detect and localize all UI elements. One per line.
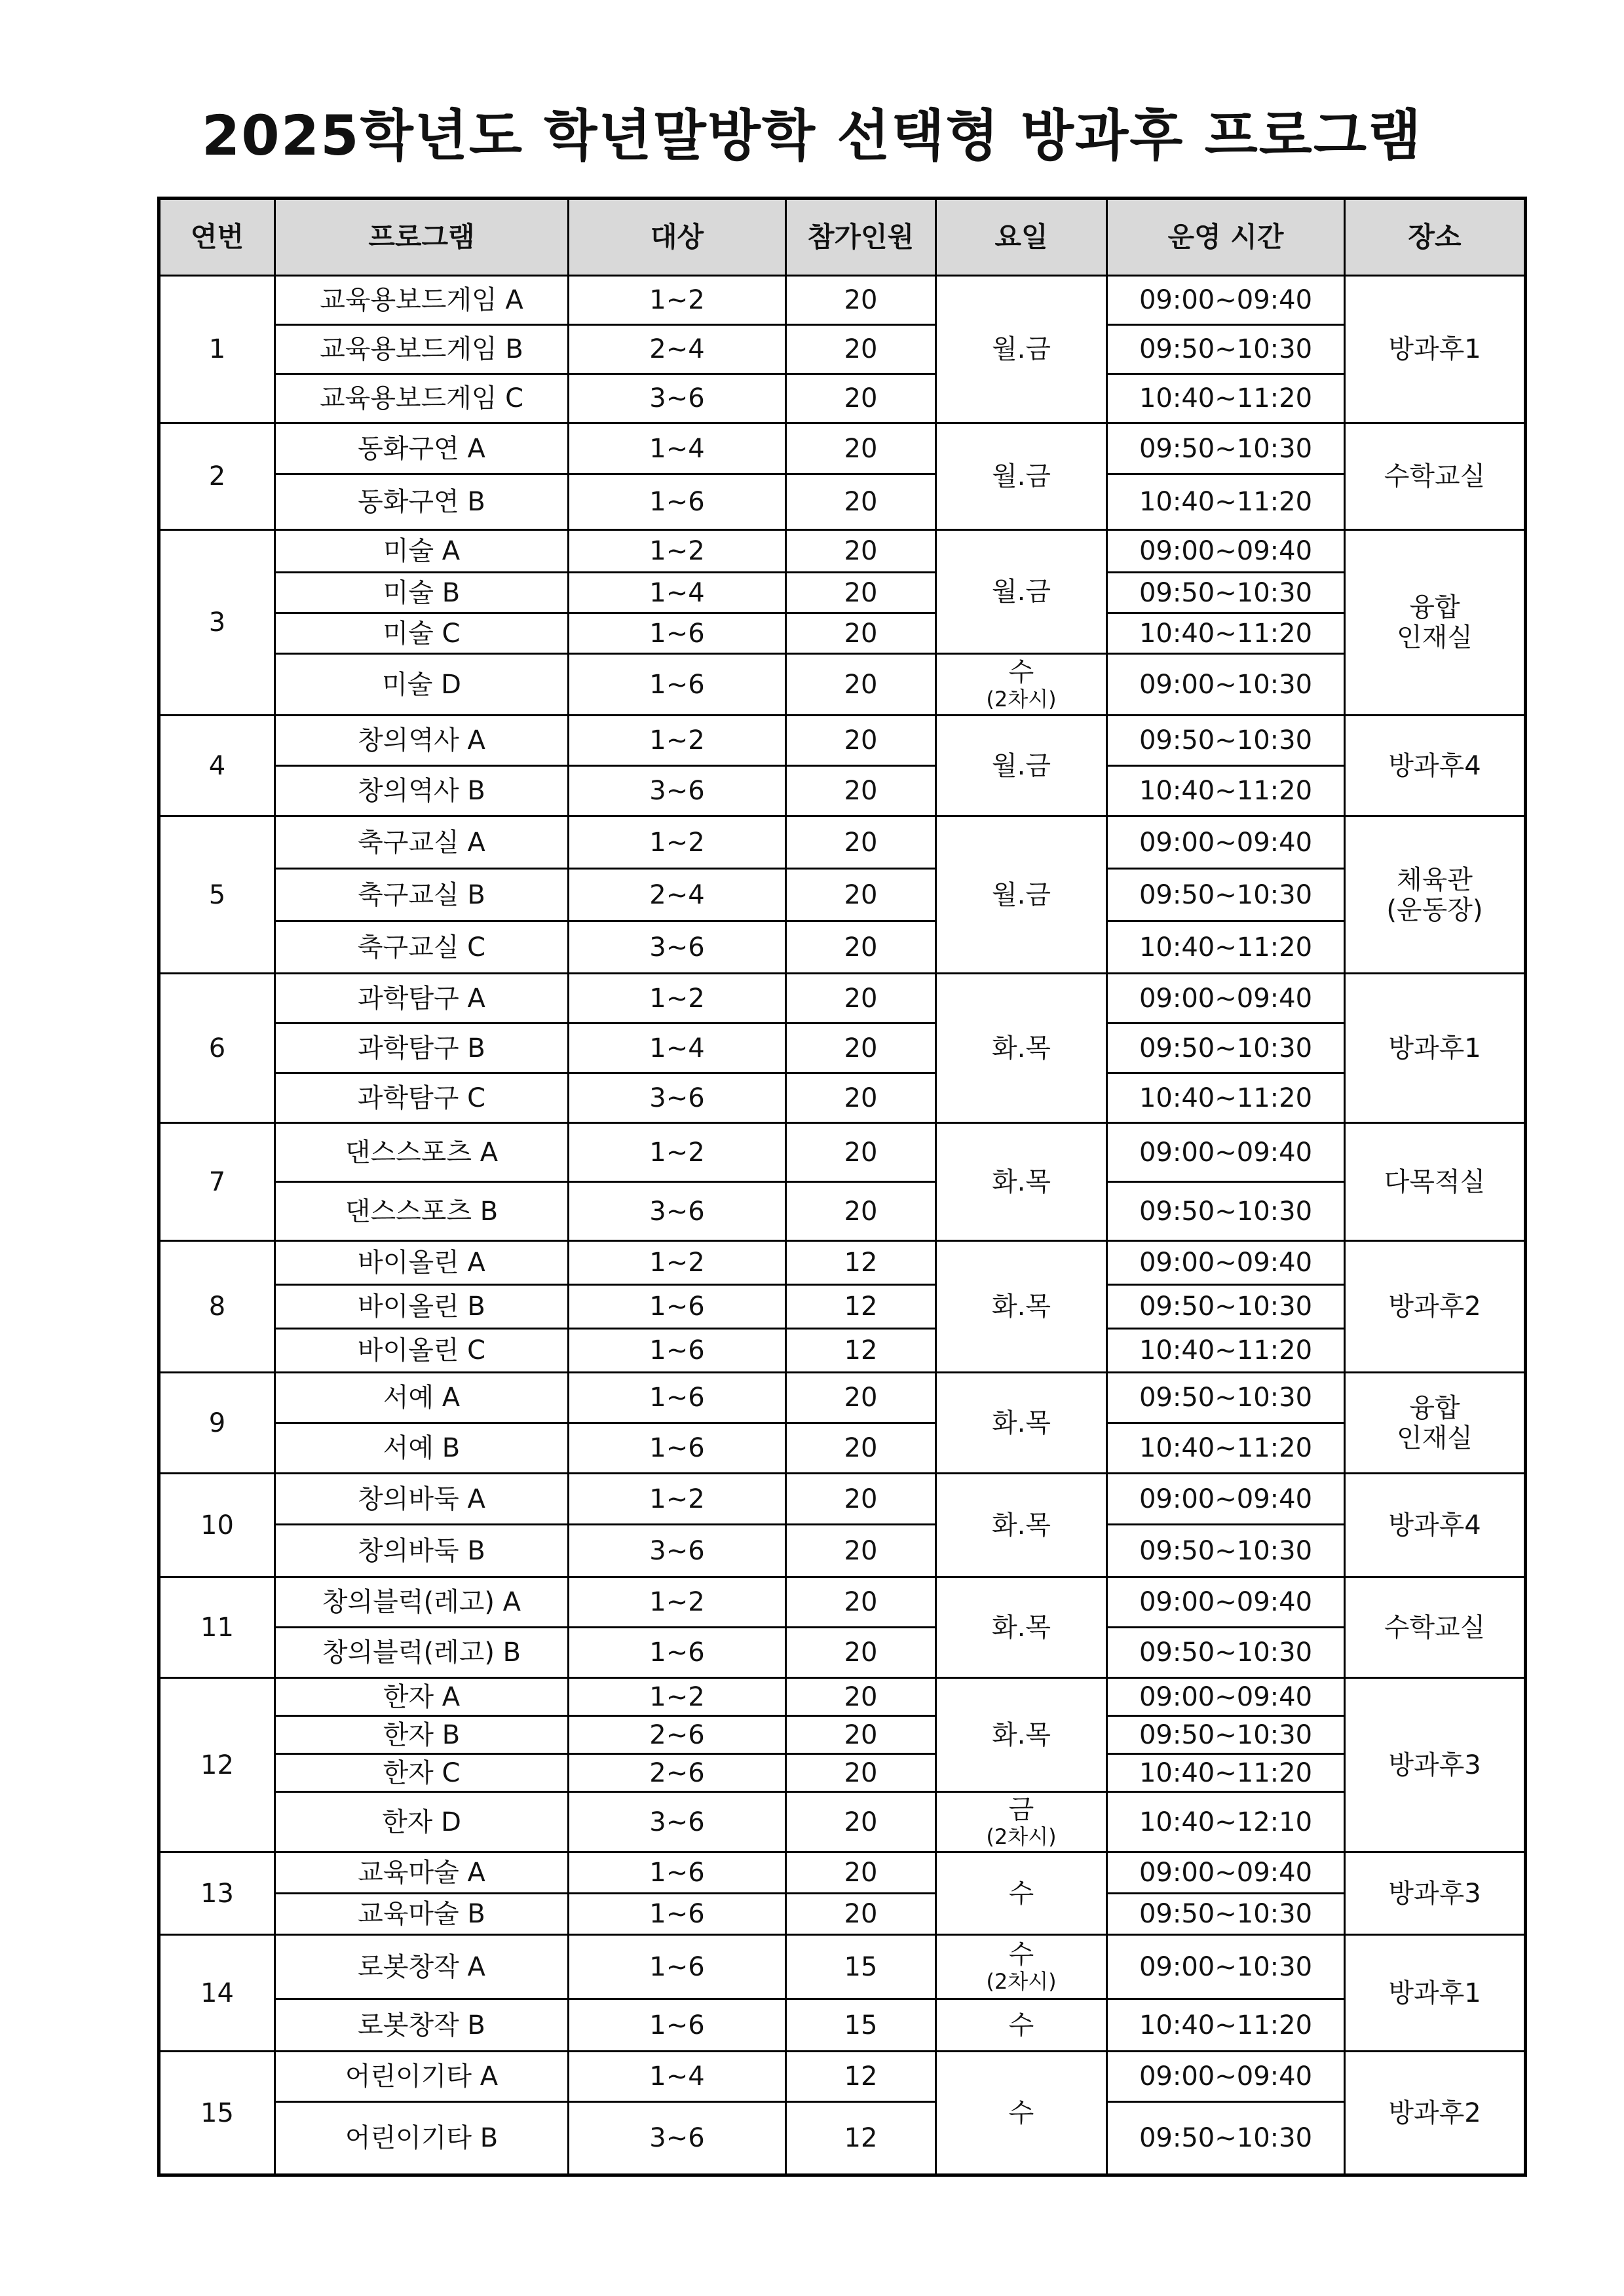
table-row: [159, 716, 1526, 766]
row-number: 14: [159, 1935, 275, 2052]
program-name: 바이올린 A: [275, 1241, 569, 1285]
program-name: 미술 C: [275, 613, 569, 654]
program-name: 과학탐구 A: [275, 974, 569, 1024]
target-grade: 3~6: [569, 2102, 786, 2175]
place-line: 체육관: [1397, 864, 1473, 895]
table-row: [159, 423, 1526, 474]
program-name: 창의역사 B: [275, 766, 569, 816]
participant-count: 20: [786, 1423, 936, 1474]
participant-count: 15: [786, 1999, 936, 2052]
row-number: 6: [159, 974, 275, 1123]
place: [1345, 816, 1526, 974]
program-name: 동화구연 A: [275, 423, 569, 474]
participant-count: 20: [786, 1754, 936, 1792]
table-row: [159, 1628, 1526, 1678]
program-name: 과학탐구 B: [275, 1024, 569, 1073]
day-of-week: 월.금: [936, 716, 1107, 816]
day-of-week: 수: [936, 1999, 1107, 2052]
program-name: 댄스스포츠 A: [275, 1123, 569, 1182]
run-time: 10:40~11:20: [1107, 1329, 1345, 1373]
table-row: [159, 1024, 1526, 1073]
place: 수학교실: [1345, 1577, 1526, 1678]
col-header-place: 장소: [1345, 199, 1526, 276]
table-row: [159, 325, 1526, 374]
participant-count: 20: [786, 474, 936, 530]
day-of-week: 월.금: [936, 816, 1107, 974]
run-time: 10:40~11:20: [1107, 1754, 1345, 1792]
row-number: 2: [159, 423, 275, 530]
target-grade: 3~6: [569, 1073, 786, 1123]
target-grade: 2~4: [569, 869, 786, 921]
participant-count: 20: [786, 1182, 936, 1241]
target-grade: 1~6: [569, 1423, 786, 1474]
table-row: [159, 974, 1526, 1024]
run-time: 09:00~09:40: [1107, 816, 1345, 869]
program-name: 로봇창작 A: [275, 1935, 569, 1999]
target-grade: 1~6: [569, 1329, 786, 1373]
run-time: 09:50~10:30: [1107, 1716, 1345, 1754]
program-name: 서예 B: [275, 1423, 569, 1474]
target-grade: 1~6: [569, 1999, 786, 2052]
day-label: 수: [1008, 657, 1034, 688]
table-row: [159, 1423, 1526, 1474]
run-time: 09:00~10:30: [1107, 654, 1345, 716]
target-grade: 1~6: [569, 1852, 786, 1894]
table-row: [159, 766, 1526, 816]
run-time: 10:40~11:20: [1107, 374, 1345, 423]
participant-count: 20: [786, 1474, 936, 1525]
run-time: 09:50~10:30: [1107, 573, 1345, 613]
participant-count: 20: [786, 1792, 936, 1852]
place-line: 융합: [1409, 592, 1460, 622]
target-grade: 1~2: [569, 530, 786, 573]
program-name: 창의역사 A: [275, 716, 569, 766]
run-time: 09:00~09:40: [1107, 1852, 1345, 1894]
run-time: 09:50~10:30: [1107, 1628, 1345, 1678]
table-row: [159, 1852, 1526, 1894]
run-time: 09:00~09:40: [1107, 1678, 1345, 1716]
place: 방과후1: [1345, 1935, 1526, 2052]
table-row: [159, 276, 1526, 325]
row-number: 7: [159, 1123, 275, 1241]
schedule-table: [157, 197, 1527, 2177]
place-line: 인재실: [1397, 622, 1473, 653]
place: 방과후4: [1345, 1474, 1526, 1577]
run-time: 09:50~10:30: [1107, 1373, 1345, 1423]
table-row: [159, 1123, 1526, 1182]
target-grade: 1~2: [569, 974, 786, 1024]
program-name: 바이올린 B: [275, 1285, 569, 1329]
row-number: 9: [159, 1373, 275, 1474]
run-time: 09:50~10:30: [1107, 423, 1345, 474]
participant-count: 20: [786, 613, 936, 654]
row-number: 10: [159, 1474, 275, 1577]
run-time: 09:00~09:40: [1107, 1474, 1345, 1525]
program-name: 한자 C: [275, 1754, 569, 1792]
program-name: 창의블럭(레고) B: [275, 1628, 569, 1678]
place: 방과후1: [1345, 276, 1526, 423]
program-name: 서예 A: [275, 1373, 569, 1423]
col-header-no: 연번: [159, 199, 275, 276]
day-of-week: 화.목: [936, 974, 1107, 1123]
table-row: [159, 869, 1526, 921]
participant-count: 12: [786, 2102, 936, 2175]
program-name: 한자 A: [275, 1678, 569, 1716]
run-time: 09:50~10:30: [1107, 716, 1345, 766]
run-time: 09:50~10:30: [1107, 1894, 1345, 1935]
run-time: 09:00~09:40: [1107, 974, 1345, 1024]
participant-count: 20: [786, 1123, 936, 1182]
table-row: [159, 530, 1526, 573]
program-name: 미술 A: [275, 530, 569, 573]
participant-count: 20: [786, 1373, 936, 1423]
participant-count: 20: [786, 766, 936, 816]
run-time: 09:00~09:40: [1107, 276, 1345, 325]
place: [1345, 530, 1526, 716]
target-grade: 1~2: [569, 1577, 786, 1628]
participant-count: 20: [786, 1628, 936, 1678]
participant-count: 20: [786, 1716, 936, 1754]
target-grade: 3~6: [569, 1792, 786, 1852]
participant-count: 20: [786, 374, 936, 423]
program-name: 미술 B: [275, 573, 569, 613]
place: 수학교실: [1345, 423, 1526, 530]
program-name: 바이올린 C: [275, 1329, 569, 1373]
table-row: [159, 1678, 1526, 1716]
program-name: 창의블럭(레고) A: [275, 1577, 569, 1628]
target-grade: 1~6: [569, 474, 786, 530]
place: 방과후1: [1345, 974, 1526, 1123]
program-name: 교육용보드게임 A: [275, 276, 569, 325]
run-time: 09:50~10:30: [1107, 2102, 1345, 2175]
table-row: [159, 474, 1526, 530]
table-row: [159, 1182, 1526, 1241]
target-grade: 1~6: [569, 1628, 786, 1678]
table-row: [159, 1577, 1526, 1628]
target-grade: 1~4: [569, 2052, 786, 2102]
day-label: 수: [1008, 1940, 1034, 1970]
target-grade: 1~2: [569, 1678, 786, 1716]
run-time: 10:40~11:20: [1107, 1999, 1345, 2052]
table-row: [159, 1329, 1526, 1373]
table-row: [159, 1999, 1526, 2052]
run-time: 09:00~09:40: [1107, 1123, 1345, 1182]
day-of-week: 화.목: [936, 1241, 1107, 1373]
run-time: 10:40~11:20: [1107, 613, 1345, 654]
run-time: 10:40~11:20: [1107, 766, 1345, 816]
place-line: 융합: [1409, 1392, 1460, 1423]
participant-count: 20: [786, 325, 936, 374]
place: 방과후3: [1345, 1852, 1526, 1935]
day-of-week: [936, 654, 1107, 716]
program-name: 과학탐구 C: [275, 1073, 569, 1123]
participant-count: 12: [786, 1285, 936, 1329]
participant-count: 15: [786, 1935, 936, 1999]
target-grade: 3~6: [569, 374, 786, 423]
target-grade: 1~4: [569, 423, 786, 474]
target-grade: 1~4: [569, 1024, 786, 1073]
program-name: 축구교실 B: [275, 869, 569, 921]
day-of-week: 월.금: [936, 530, 1107, 654]
participant-count: 20: [786, 1852, 936, 1894]
target-grade: 1~4: [569, 573, 786, 613]
page-title: 2025학년도 학년말방학 선택형 방과후 프로그램: [201, 104, 1423, 168]
target-grade: 1~2: [569, 1241, 786, 1285]
run-time: 10:40~11:20: [1107, 1423, 1345, 1474]
run-time: 10:40~11:20: [1107, 1073, 1345, 1123]
table-row: [159, 2052, 1526, 2102]
table-row: [159, 1373, 1526, 1423]
row-number: 4: [159, 716, 275, 816]
row-number: 3: [159, 530, 275, 716]
program-name: 로봇창작 B: [275, 1999, 569, 2052]
run-time: 09:00~10:30: [1107, 1935, 1345, 1999]
target-grade: 3~6: [569, 766, 786, 816]
participant-count: 20: [786, 1525, 936, 1577]
col-header-time: 운영 시간: [1107, 199, 1345, 276]
target-grade: 1~6: [569, 1935, 786, 1999]
participant-count: 20: [786, 1073, 936, 1123]
table-row: [159, 573, 1526, 613]
program-name: 댄스스포츠 B: [275, 1182, 569, 1241]
run-time: 09:00~09:40: [1107, 1577, 1345, 1628]
participant-count: 20: [786, 276, 936, 325]
program-name: 교육마술 B: [275, 1894, 569, 1935]
participant-count: 20: [786, 573, 936, 613]
day-of-week: [936, 1792, 1107, 1852]
row-number: 5: [159, 816, 275, 974]
table-row: [159, 1792, 1526, 1852]
row-number: 1: [159, 276, 275, 423]
program-name: 미술 D: [275, 654, 569, 716]
target-grade: 3~6: [569, 921, 786, 974]
program-name: 창의바둑 A: [275, 1474, 569, 1525]
table-row: [159, 921, 1526, 974]
program-name: 축구교실 A: [275, 816, 569, 869]
table-row: [159, 1073, 1526, 1123]
place: [1345, 1373, 1526, 1474]
row-number: 12: [159, 1678, 275, 1852]
day-of-week: 화.목: [936, 1577, 1107, 1678]
run-time: 09:50~10:30: [1107, 1525, 1345, 1577]
table-row: [159, 1525, 1526, 1577]
place-line: 인재실: [1397, 1423, 1473, 1453]
target-grade: 1~2: [569, 716, 786, 766]
run-time: 10:40~12:10: [1107, 1792, 1345, 1852]
run-time: 09:50~10:30: [1107, 1182, 1345, 1241]
day-of-week: 월.금: [936, 423, 1107, 530]
day-of-week: 화.목: [936, 1373, 1107, 1474]
run-time: 09:50~10:30: [1107, 1024, 1345, 1073]
participant-count: 20: [786, 1577, 936, 1628]
target-grade: 2~4: [569, 325, 786, 374]
run-time: 10:40~11:20: [1107, 921, 1345, 974]
col-header-target: 대상: [569, 199, 786, 276]
target-grade: 1~2: [569, 1474, 786, 1525]
program-name: 어린이기타 B: [275, 2102, 569, 2175]
place: 다목적실: [1345, 1123, 1526, 1241]
table-row: [159, 1754, 1526, 1792]
program-name: 교육용보드게임 B: [275, 325, 569, 374]
program-name: 어린이기타 A: [275, 2052, 569, 2102]
program-name: 교육마술 A: [275, 1852, 569, 1894]
col-header-program: 프로그램: [275, 199, 569, 276]
participant-count: 20: [786, 921, 936, 974]
place: 방과후3: [1345, 1678, 1526, 1852]
day-note: (2차시): [986, 1969, 1057, 1995]
participant-count: 20: [786, 1678, 936, 1716]
participant-count: 20: [786, 974, 936, 1024]
row-number: 11: [159, 1577, 275, 1678]
run-time: 09:50~10:30: [1107, 325, 1345, 374]
table-row: [159, 816, 1526, 869]
target-grade: 1~2: [569, 276, 786, 325]
program-name: 한자 D: [275, 1792, 569, 1852]
day-label: 금: [1008, 1795, 1034, 1826]
participant-count: 12: [786, 1241, 936, 1285]
target-grade: 1~6: [569, 654, 786, 716]
table-row: [159, 1241, 1526, 1285]
table-row: [159, 374, 1526, 423]
program-name: 한자 B: [275, 1716, 569, 1754]
header-row: [159, 199, 1526, 276]
program-name: 축구교실 C: [275, 921, 569, 974]
row-number: 8: [159, 1241, 275, 1373]
participant-count: 20: [786, 716, 936, 766]
run-time: 09:00~09:40: [1107, 530, 1345, 573]
day-of-week: 화.목: [936, 1123, 1107, 1241]
target-grade: 1~6: [569, 613, 786, 654]
row-number: 15: [159, 2052, 275, 2175]
day-of-week: [936, 1935, 1107, 1999]
program-name: 창의바둑 B: [275, 1525, 569, 1577]
target-grade: 1~6: [569, 1285, 786, 1329]
participant-count: 20: [786, 1894, 936, 1935]
col-header-count: 참가인원: [786, 199, 936, 276]
place: 방과후2: [1345, 1241, 1526, 1373]
run-time: 09:50~10:30: [1107, 1285, 1345, 1329]
participant-count: 20: [786, 1024, 936, 1073]
table-row: [159, 613, 1526, 654]
day-of-week: 수: [936, 2052, 1107, 2175]
program-name: 동화구연 B: [275, 474, 569, 530]
target-grade: 2~6: [569, 1754, 786, 1792]
run-time: 09:00~09:40: [1107, 1241, 1345, 1285]
target-grade: 3~6: [569, 1182, 786, 1241]
run-time: 09:00~09:40: [1107, 2052, 1345, 2102]
col-header-day: 요일: [936, 199, 1107, 276]
place: 방과후2: [1345, 2052, 1526, 2175]
participant-count: 20: [786, 816, 936, 869]
participant-count: 20: [786, 654, 936, 716]
table-row: [159, 1474, 1526, 1525]
day-of-week: 화.목: [936, 1678, 1107, 1792]
day-of-week: 화.목: [936, 1474, 1107, 1577]
participant-count: 20: [786, 869, 936, 921]
table-row: [159, 654, 1526, 716]
place-line: (운동장): [1386, 894, 1483, 925]
table-row: [159, 1285, 1526, 1329]
table-row: [159, 1935, 1526, 1999]
participant-count: 12: [786, 2052, 936, 2102]
target-grade: 1~2: [569, 816, 786, 869]
day-of-week: 월.금: [936, 276, 1107, 423]
table-row: [159, 1894, 1526, 1935]
run-time: 09:50~10:30: [1107, 869, 1345, 921]
program-name: 교육용보드게임 C: [275, 374, 569, 423]
day-note: (2차시): [986, 687, 1057, 712]
participant-count: 12: [786, 1329, 936, 1373]
target-grade: 3~6: [569, 1525, 786, 1577]
place: 방과후4: [1345, 716, 1526, 816]
table-row: [159, 2102, 1526, 2175]
day-of-week: 수: [936, 1852, 1107, 1935]
target-grade: 1~6: [569, 1373, 786, 1423]
participant-count: 20: [786, 423, 936, 474]
target-grade: 1~2: [569, 1123, 786, 1182]
target-grade: 1~6: [569, 1894, 786, 1935]
participant-count: 20: [786, 530, 936, 573]
day-note: (2차시): [986, 1824, 1057, 1850]
table-row: [159, 1716, 1526, 1754]
run-time: 10:40~11:20: [1107, 474, 1345, 530]
target-grade: 2~6: [569, 1716, 786, 1754]
row-number: 13: [159, 1852, 275, 1935]
